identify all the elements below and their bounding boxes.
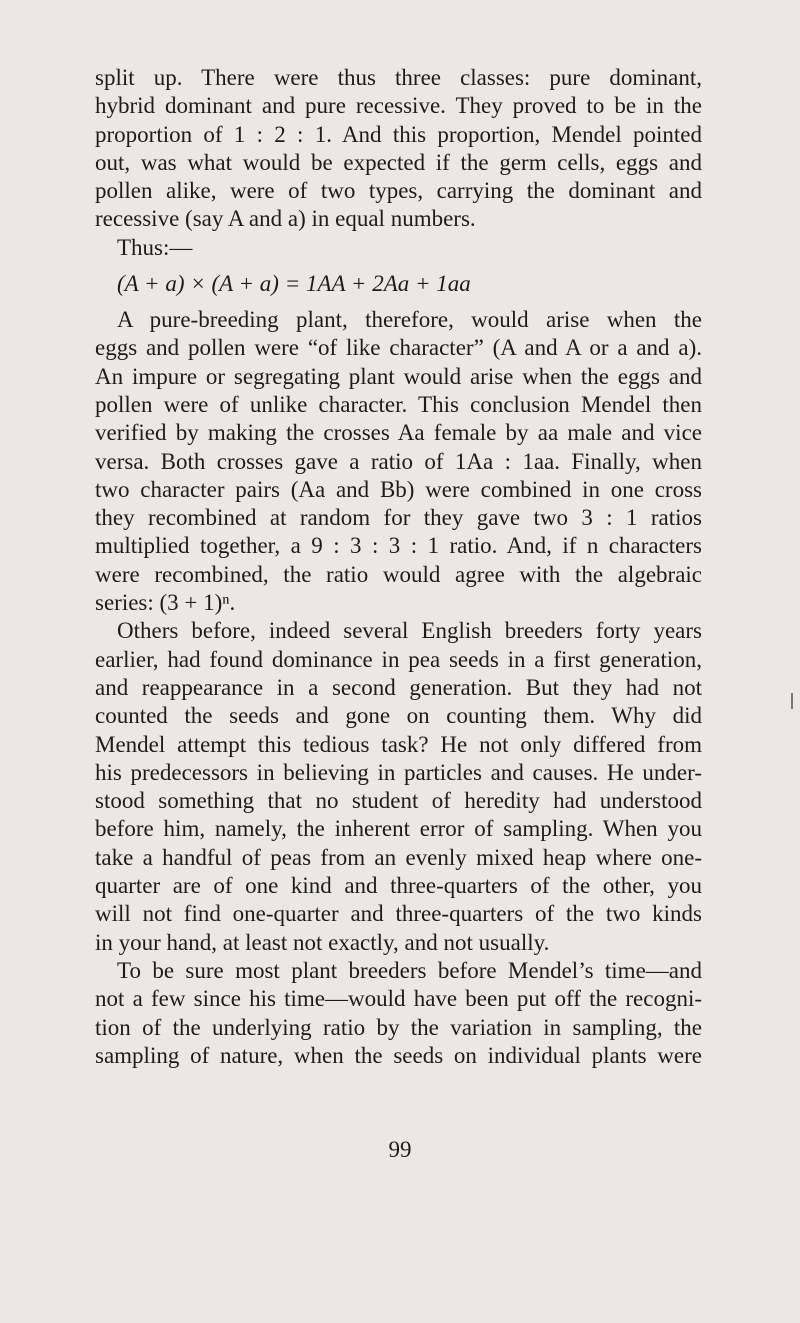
text-line: two character pairs (Aa and Bb) were combined in one cross [95,476,702,502]
text-line: his predecessors in believing in particles and causes. He under- [95,759,702,785]
text-line: recessive (say A and a) in equal numbers. [95,206,476,232]
page-number: 99 [388,1137,412,1162]
text-line: pollen were of unlike character. This conclusion Mendel then [95,391,702,417]
text-line: A pure-breeding plant, therefore, would arise when the [117,307,702,333]
text-line: An impure or segregating plant would arise when the eggs and [95,363,702,389]
text-line: versa. Both crosses gave a ratio of 1Aa : 1aa. Finally, when [95,448,702,474]
text-line: tion of the underlying ratio by the variation in sampling, the [95,1014,702,1040]
text-line: in your hand, at least not exactly, and not usually. [95,929,550,955]
text-line: will not find one-quarter and three-quarters of the two kinds [95,901,702,927]
text-line: verified by making the crosses Aa female by aa male and vice [95,420,702,446]
text-line: they recombined at random for they gave two 3 : 1 ratios [95,505,702,531]
text-line: pollen alike, were of two types, carrying the dominant and [95,178,702,204]
text-line: proportion of 1 : 2 : 1. And this proportion, Mendel pointed [95,121,702,147]
text-line: not a few since his time—would have been put off the recogni- [95,986,702,1012]
text-line: earlier, had found dominance in pea seeds in a first generation, [95,646,702,672]
text-line: quarter are of one kind and three-quarters of the other, you [95,873,702,899]
text-line: hybrid dominant and pure recessive. They proved to be in the [95,93,702,119]
page-edge-mark [791,693,793,709]
text-line: multiplied together, a 9 : 3 : 3 : 1 ratio. And, if n characters [95,533,702,559]
text-line: Others before, indeed several English breeders forty years [117,618,702,644]
text-line: Mendel attempt this tedious task? He not only differed from [95,731,702,757]
text-line: split up. There were thus three classes: pure dominant, [95,65,702,90]
text-line: stood something that no student of heredity had understood [95,788,702,814]
text-line: sampling of nature, when the seeds on individual plants were [95,1042,702,1068]
text-line: before him, namely, the inherent error of sampling. When you [95,816,702,842]
text-line: To be sure most plant breeders before Mendel’s time—and [117,957,702,983]
text-line: take a handful of peas from an evenly mixed heap where one- [95,844,702,870]
page-body [95,64,702,1070]
equation: (A + a) × (A + a) = 1AA + 2Aa + 1aa [117,271,471,297]
text-line: out, was what would be expected if the germ cells, eggs and [95,149,702,175]
text-line: were recombined, the ratio would agree with the algebraic [95,561,702,587]
text-line: and reappearance in a second generation. But they had not [95,674,702,700]
text-line: eggs and pollen were “of like character” (A and A or a and a). [95,335,702,361]
text-line: Thus:— [117,234,193,260]
text-line: counted the seeds and gone on counting them. Why did [95,703,702,729]
text-line: series: (3 + 1)ⁿ. [95,590,236,616]
